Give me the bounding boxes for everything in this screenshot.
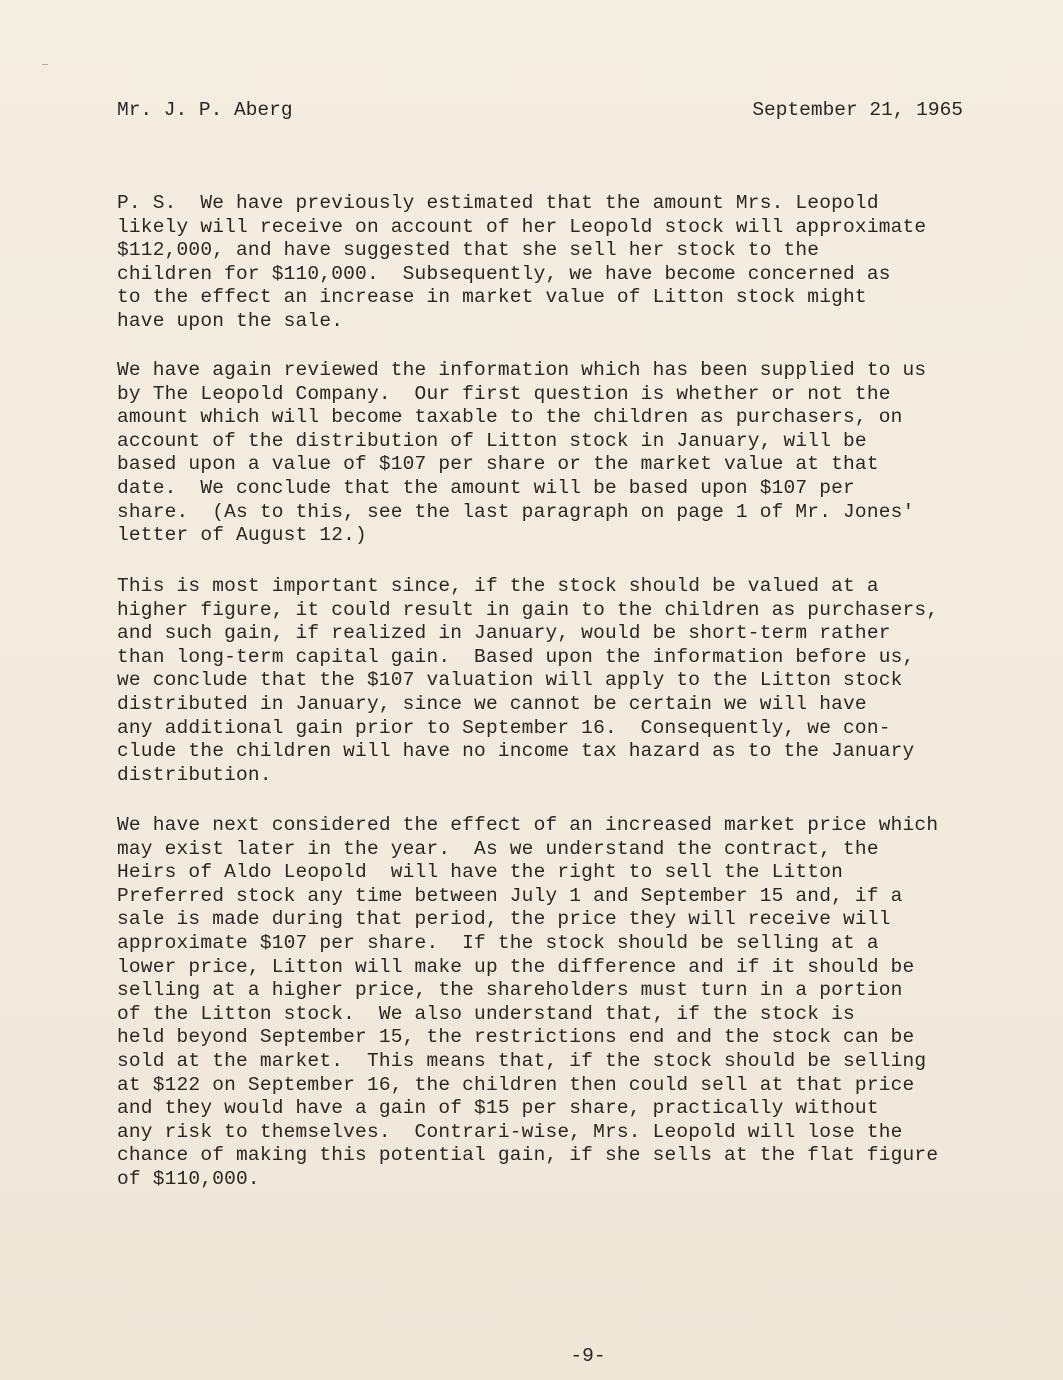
page-number: -9- [570, 1345, 606, 1367]
paper-mark [42, 64, 48, 65]
body-paragraph-market-price: We have next considered the effect of an increased market price which may exist later in the year. As we understand the contract, the Heirs of Aldo Leopold will have the right to sell the Litton Preferred stock any time between July 1 and September 15 and, if a sale is made during that period, the price they will receive will approximate $107 per share. If the stock should be selling at a lower price, Litton will make up the difference and if it should be selling at a higher price, the shareholders must turn in a portion of the Litton stock. We also understand that, if the stock is held beyond September 15, the restrictions end and the stock can be sold at the market. This means that, if the stock should be selling at $122 on September 16, the children then could sell at that price and they would have a gain of $15 per share, practically without any risk to themselves. Contrari-wise, Mrs. Leopold will lose the chance of making this potential gain, if she sells at the flat figure of $110,000. [117, 814, 939, 1190]
postscript-paragraph: P. S. We have previously estimated that the amount Mrs. Leopold likely will receive on account of her Leopold stock will approximate $112,000, and have suggested that she sell her stock to the children for $110,000. Subsequently, we have become concerned as to the effect an increase in market value of Litton stock might have upon the sale. [117, 192, 927, 332]
body-paragraph-review: We have again reviewed the information which has been supplied to us by The Leopold Company. Our first question is whether or not the amount which will become taxable to the children as purchasers, on account of the distribution of Litton stock in January, will be based upon a value of $107 per share or the market value at that date. We conclude that the amount will be based upon $107 per share. (As to this, see the last paragraph on page 1 of Mr. Jones' letter of August 12.) [117, 359, 927, 547]
letter-date: September 21, 1965 [752, 99, 963, 121]
recipient-name: Mr. J. P. Aberg [117, 99, 293, 121]
letter-header [117, 97, 963, 123]
body-paragraph-importance: This is most important since, if the stock should be valued at a higher figure, it could result in gain to the children as purchasers, and such gain, if realized in January, would be short-term rather than long-term capital gain. Based upon the information before us, we conclude that the $107 valuation will apply to the Litton stock distributed in January, since we cannot be certain we will have any additional gain prior to September 16. Consequently, we con- clude the children will have no income tax hazard as to the January distribution. [117, 575, 939, 786]
